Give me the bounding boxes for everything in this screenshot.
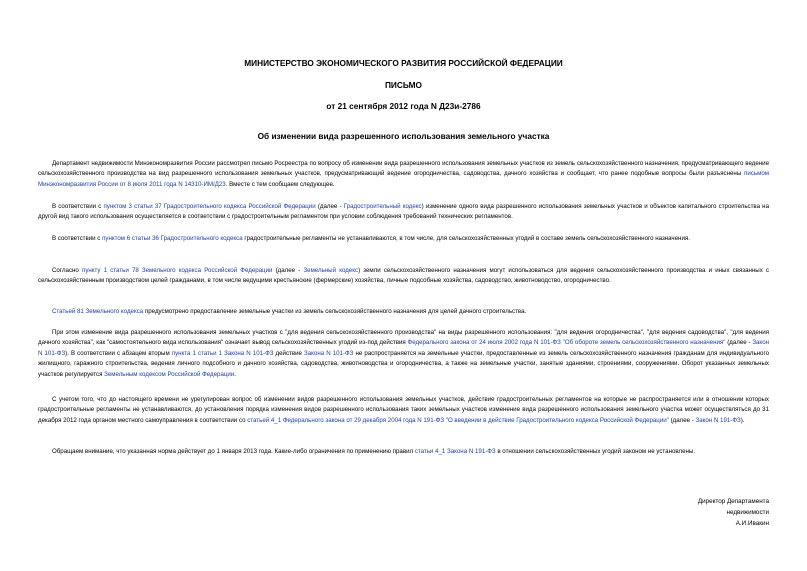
paragraph-4 bbox=[38, 266, 769, 287]
link-grad-code-36[interactable]: пунктом 6 статьи 36 Градостроительного кодекса bbox=[102, 235, 243, 242]
text: ) земли сельскохозяйственного назначения могут использоваться для ведения сельскохозяйственного производства и иных связанных с сельскохозяйственным производством целей гражданами, в том числе ведущими крестьянские (фермерские) хозяйства, личные подсобные хозяйства, садоводство, животноводство, огородничество. bbox=[38, 267, 770, 285]
paragraph-6 bbox=[38, 328, 769, 380]
paragraph-7 bbox=[38, 395, 769, 426]
paragraph-2 bbox=[38, 202, 769, 223]
text: (далее - bbox=[272, 267, 304, 274]
link-law-191fz-short[interactable]: Закон N 191-ФЗ bbox=[695, 416, 741, 424]
paragraph-3 bbox=[38, 234, 769, 244]
link-grad-code[interactable]: Градостроительный кодекс bbox=[343, 203, 422, 210]
text: . bbox=[234, 370, 236, 378]
ministry-title: МИНИСТЕРСТВО ЭКОНОМИЧЕСКОГО РАЗВИТИЯ РОССИЙСКОЙ ФЕДЕРАЦИИ bbox=[244, 58, 563, 68]
signature-department: недвижимости bbox=[726, 509, 769, 516]
link-grad-code-37[interactable]: пунктом 3 статьи 37 Градостроительного кодекса Российской Федерации bbox=[103, 203, 316, 210]
link-law-191fz[interactable]: статьей 4_1 Федерального закона от 29 декабря 2004 года N 191-ФЗ "О введении в действие Градостроительного кодекса Российской Федерации" bbox=[247, 416, 669, 424]
link-land-code-81[interactable]: Статьей 81 Земельного кодекса bbox=[52, 308, 144, 315]
paragraph-1 bbox=[38, 159, 769, 190]
text: ). bbox=[740, 416, 745, 424]
text: градостроительные регламенты не устанавливаются, в том числе, для сельскохозяйственных угодий в составе земель сельскохозяйственного назначения. bbox=[242, 235, 690, 242]
link-law-101fz-art1[interactable]: пункта 1 статьи 1 Закона N 101-ФЗ bbox=[171, 349, 274, 357]
link-land-code-rf[interactable]: Земельным кодексом Российской Федерации bbox=[104, 370, 235, 378]
text: . Вместе с тем сообщаем следующее. bbox=[225, 180, 335, 188]
text: (далее - bbox=[315, 203, 344, 210]
link-law-101fz-ref[interactable]: Закона N 101-ФЗ bbox=[304, 349, 354, 357]
paragraph-5 bbox=[38, 307, 769, 317]
text: Обращаем внимание, что указанная норма действует до 1 января 2013 года. Какие-либо ограничения по применению правил bbox=[52, 448, 415, 455]
text: Департамент недвижимости Минэкономразвития России рассмотрел письмо Росреестра по вопросу об изменении вида разрешенного использования земельных участков из земель сельскохозяйственного назначения, предусматривающего ведение сельскохозяйственного производства на вид разрешенного использования земельных участков, предусматривающий ведение огородничества, садоводства, дачного хозяйства и сообщает, что ранее подобные вопросы были разъяснены bbox=[38, 160, 769, 178]
signature-name: А.И.Ивакин bbox=[735, 520, 769, 527]
document-subject: Об изменении вида разрешенного использования земельного участка bbox=[257, 131, 550, 141]
text: в отношении сельскохозяйственных угодий законом не установлены. bbox=[495, 448, 696, 455]
text: ). В соответствии с абзацем вторым bbox=[65, 349, 172, 357]
text: С учетом того, что до настоящего времени не урегулирован вопрос об изменении видов разрешенного использования земельных участков, действие градостроительных регламентов на которые не распространяется или в отношении которых градостроительные регламенты не устанавливаются, до установления порядка изменения видов разрешенного использования таких земельных участков изменение вида разрешенного использования земельного участка может осуществляться до 31 декабря 2012 года органом местного самоуправления в соответствии со bbox=[38, 396, 769, 424]
link-law-191fz-art41[interactable]: статьи 4_1 Закона N 191-ФЗ bbox=[414, 448, 496, 455]
text: действие bbox=[273, 349, 305, 357]
link-law-101fz-short[interactable]: Закон N 101-ФЗ bbox=[38, 339, 769, 357]
paragraph-8 bbox=[38, 447, 769, 457]
link-land-code[interactable]: Земельный кодекс bbox=[303, 267, 359, 274]
text: не распространяется на земельные участки, предоставленные из земель сельскохозяйственного назначения гражданам для индивидуального жилищного, гаражного строительства, ведения личного подсобного и дачного хозяйства, садоводства, животноводства и огородничества, а также на земельные участки, занятые зданиями, строениями, сооружениями. Оборот указанных земельных участков регулируется bbox=[38, 349, 769, 378]
text: В соответствии с bbox=[52, 203, 104, 210]
signature-title: Директор Департамента bbox=[697, 498, 769, 505]
link-letter-mer[interactable]: письмом Минэкономразвития России от 8 июля 2011 года N 14310-ИМ/Д23 bbox=[38, 170, 769, 188]
text: При этом изменение вида разрешенного использования земельных участков с "для ведения сельскохозяйственного производства" на виды разрешенного использования: "для ведения огородничества", "для ведения садоводства", "для ведения дачного хозяйства", как "самостоятельного вида использования" означает вывод сельскохозяйственных угодий из-под действия bbox=[38, 329, 769, 347]
link-law-101fz[interactable]: Федерального закона от 24 июля 2002 года N 101-ФЗ "Об обороте земель сельскохозяйственного назначения" bbox=[407, 339, 726, 347]
document-date-number: от 21 сентября 2012 года N Д23и-2786 bbox=[326, 101, 481, 111]
text: (далее - bbox=[668, 416, 696, 424]
text: ) изменение одного вида разрешенного использования земельных участков и объектов капитального строительства на другой вид такого использования осуществляется в соответствии с градостроительным регламентом при условии соблюдения требований технических регламентов. bbox=[38, 203, 769, 221]
document-type: ПИСЬМО bbox=[384, 80, 423, 90]
text: (далее - bbox=[725, 339, 753, 347]
link-land-code-78[interactable]: пункту 1 статьи 78 Земельного кодекса Российской Федерации bbox=[82, 267, 273, 274]
text: Согласно bbox=[52, 267, 82, 274]
text: В соответствии с bbox=[52, 235, 103, 242]
text: предусмотрено предоставление земельные участки из земель сельскохозяйственного назначения для целей дачного строительства. bbox=[143, 308, 527, 315]
